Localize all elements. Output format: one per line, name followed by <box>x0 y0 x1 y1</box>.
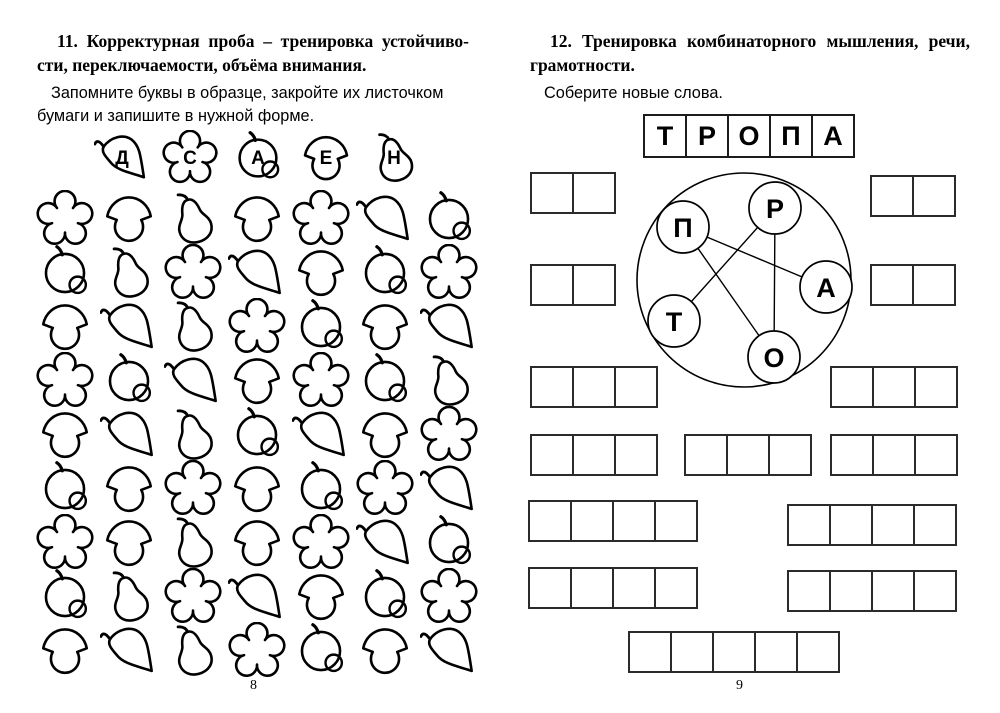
answer-cell <box>630 633 670 671</box>
answer-box <box>530 366 658 408</box>
instruction-line: бумаги и запишите в нужной форме. <box>37 107 315 125</box>
answer-box <box>528 500 698 542</box>
answer-box <box>628 631 840 673</box>
title-line: 11. Корректурная проба – тренировка устойчиво- <box>57 31 469 51</box>
answer-cell <box>532 368 572 406</box>
answer-cell <box>532 436 572 474</box>
word-letter: А <box>823 120 843 151</box>
title-line: сти, переключаемости, объёма внимания. <box>37 54 367 75</box>
answer-cell <box>871 506 913 544</box>
answer-cell <box>654 569 696 607</box>
svg-text:Р: Р <box>765 194 785 224</box>
sample-letter: Н <box>387 147 401 169</box>
answer-cell <box>532 174 572 212</box>
answer-cell <box>654 502 696 540</box>
answer-cell <box>614 368 656 406</box>
answer-cell <box>570 569 612 607</box>
answer-box <box>870 175 956 217</box>
answer-box <box>528 567 698 609</box>
answer-cell <box>570 502 612 540</box>
answer-box <box>830 366 958 408</box>
word-letter: Т <box>656 120 674 151</box>
answer-cell <box>914 436 956 474</box>
instruction-line: Запомните буквы в образце, закройте их листочком <box>51 84 444 102</box>
answer-cell <box>572 266 614 304</box>
answer-box <box>787 504 957 546</box>
answer-cell <box>829 506 871 544</box>
svg-text:Т: Т <box>665 307 683 337</box>
answer-box <box>530 172 616 214</box>
answer-cell <box>872 436 914 474</box>
sample-letter: С <box>183 147 197 169</box>
answer-cell <box>670 633 712 671</box>
answer-cell <box>914 368 956 406</box>
answer-box <box>787 570 957 612</box>
answer-cell <box>913 506 955 544</box>
answer-box <box>530 434 658 476</box>
answer-cell <box>612 502 654 540</box>
answer-cell <box>754 633 796 671</box>
answer-box <box>684 434 812 476</box>
sample-letter: Е <box>319 147 333 169</box>
answer-cell <box>530 502 570 540</box>
answer-cell <box>872 368 914 406</box>
answer-cell <box>832 436 872 474</box>
answer-cell <box>726 436 768 474</box>
answer-cell <box>686 436 726 474</box>
answer-cell <box>572 174 614 212</box>
svg-text:А: А <box>816 273 836 303</box>
answer-cell <box>768 436 810 474</box>
answer-cell <box>832 368 872 406</box>
page-number-right: 9 <box>736 678 743 693</box>
answer-cell <box>789 572 829 610</box>
title-line: грамотности. <box>530 54 635 75</box>
word-letter: П <box>781 120 801 151</box>
answer-cell <box>532 266 572 304</box>
answer-box <box>870 264 956 306</box>
answer-cell <box>912 177 954 215</box>
sample-letter: А <box>251 147 265 169</box>
word-letter: О <box>738 120 760 151</box>
svg-text:П: П <box>673 213 693 243</box>
answer-cell <box>712 633 754 671</box>
answer-cell <box>789 506 829 544</box>
title-line: 12. Тренировка комбинаторного мышления, речи, <box>550 31 970 51</box>
answer-cell <box>913 572 955 610</box>
answer-cell <box>829 572 871 610</box>
answer-cell <box>871 572 913 610</box>
sample-letter: Д <box>115 147 129 169</box>
answer-cell <box>572 368 614 406</box>
answer-cell <box>530 569 570 607</box>
answer-cell <box>612 569 654 607</box>
answer-box <box>530 264 616 306</box>
answer-box <box>830 434 958 476</box>
svg-text:О: О <box>763 343 785 373</box>
instruction-line: Соберите новые слова. <box>544 84 723 102</box>
answer-cell <box>572 436 614 474</box>
word-letter: Р <box>697 120 716 151</box>
answer-cell <box>614 436 656 474</box>
page-number-left: 8 <box>250 678 257 693</box>
answer-cell <box>912 266 954 304</box>
answer-cell <box>796 633 838 671</box>
answer-cell <box>872 177 912 215</box>
answer-cell <box>872 266 912 304</box>
